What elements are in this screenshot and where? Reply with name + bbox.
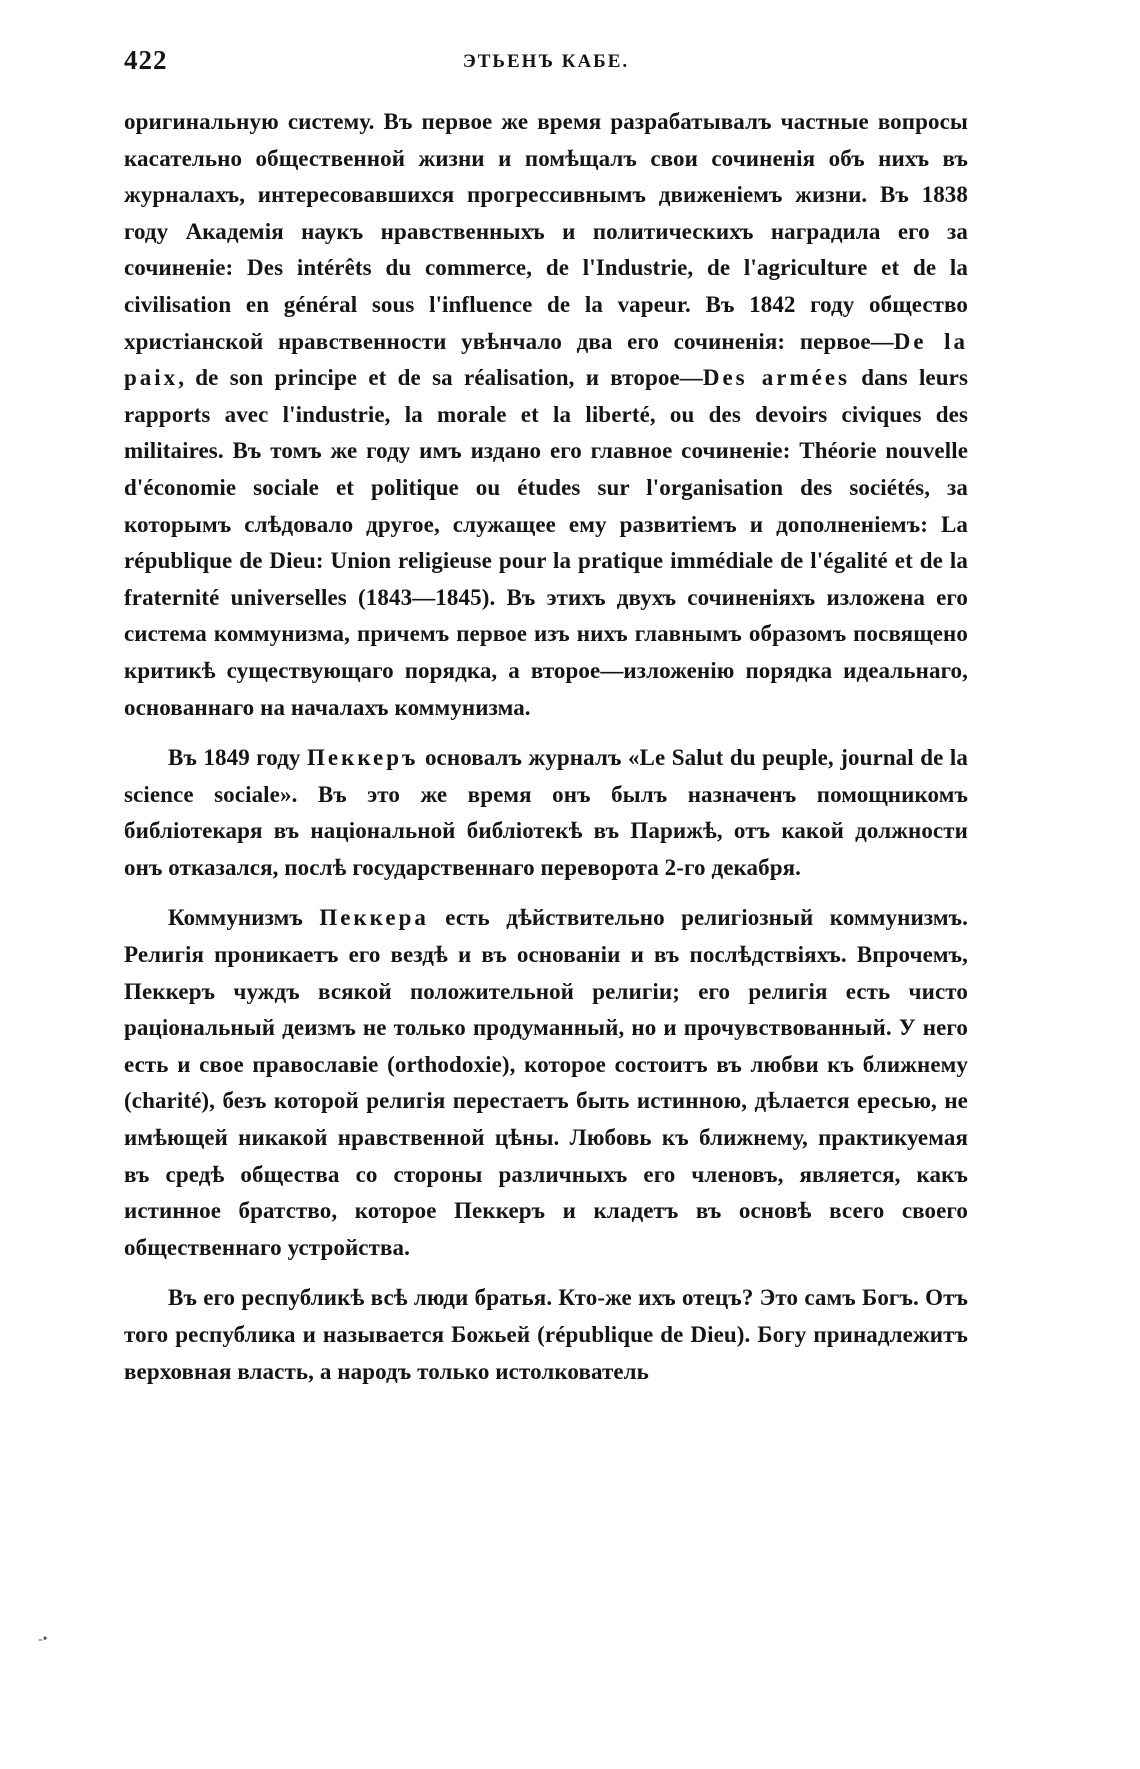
paragraph-3 [124, 900, 968, 1266]
paragraph-2-text-a: Въ 1849 году [168, 745, 308, 771]
paragraph-2 [124, 740, 968, 886]
page-number: 422 [124, 45, 168, 75]
spaced-title-des-armees: Des armées [702, 365, 851, 391]
spaced-name-pekkera: Пеккера [319, 905, 429, 931]
spaced-name-pekker: Пеккеръ [307, 745, 419, 771]
paragraph-4 [124, 1280, 968, 1390]
paragraph-3-text-b: есть дѣйствительно религіозный коммунизмъ. Религія проникаетъ его вездѣ и въ основаніи и въ послѣдствіяхъ. Впрочемъ, Пеккеръ чуждъ всякой положительной религіи; его религія есть чисто раціональный деизмъ не только продуманный, но и прочувствованный. У него есть и свое православіе (orthodoxie), которое состоитъ въ любви къ ближнему (charité), безъ которой религія перестаетъ быть истинною, дѣлается ересью, не имѣющей никакой нравственной цѣны. Любовь къ ближнему, практикуемая въ средѣ общества со стороны различныхъ его членовъ, является, какъ истинное братство, которое Пеккеръ и кладетъ въ основѣ всего своего общественнаго устройства. [124, 905, 968, 1260]
spaced-title-de-la-paix: De la paix [124, 328, 968, 391]
running-title: ЭТЬЕНЪ КАБЕ. [462, 51, 630, 72]
paragraph-3-text-a: Коммунизмъ [168, 905, 320, 931]
text-body [124, 104, 968, 1390]
paragraph-1 [124, 104, 968, 726]
paragraph-1-text-c: dans leurs rapports avec l'industrie, la morale et la liberté, ou des devoirs civiques des militaires. Въ томъ же году имъ издано его главное сочиненіе: Théorie nouvelle d'économie sociale et politique ou études sur l'organisation des sociétés, за которымъ слѣдовало другое, служащее ему развитіемъ и дополненіемъ: La république de Dieu: Union religieuse pour la pratique immédiale de l'égalité et de la fraternité universelles (1843—1845). Въ этихъ двухъ сочиненіяхъ изложена его система коммунизма, причемъ первое изъ нихъ главнымъ образомъ посвящено критикѣ существующаго порядка, а второе—изложенію порядка идеальнаго, основаннаго на началахъ коммунизма. [124, 365, 968, 720]
paragraph-1-text-a: оригинальную систему. Въ первое же время разрабатывалъ частные вопросы касательно общественной жизни и помѣщалъ свои сочиненія объ нихъ въ журналахъ, интересовавшихся прогрессивнымъ движеніемъ жизни. Въ 1838 году Академія наукъ нравственныхъ и политическихъ наградила его за сочиненіе: Des intérêts du commerce, de l'Industrie, de l'agriculture et de la civilisation en général sous l'influence de la vapeur. Въ 1842 году общество христіанской нравственности увѣнчало два его сочиненія: первое— [124, 109, 968, 354]
paragraph-2-text-b: основалъ журналъ «Le Salut du peuple, journal de la science sociale». Въ это же время онъ былъ назначенъ помощникомъ библіотекаря въ національной библіотекѣ въ Парижѣ, отъ какой должности онъ отказался, послѣ государственнаго переворота 2-го декабря. [124, 745, 968, 880]
page-header [124, 40, 968, 80]
paragraph-1-text-b: , de son principe et de sa réalisation, и второе— [178, 365, 703, 391]
paragraph-4-text-a: Въ его республикѣ всѣ люди братья. Кто-же ихъ отецъ? Это самъ Богъ. Отъ того республика и называется Божьей (république de Dieu). Богу принадлежитъ верховная власть, а народъ только истолкователь [124, 1285, 968, 1384]
scan-mark: -• [38, 1632, 48, 1647]
